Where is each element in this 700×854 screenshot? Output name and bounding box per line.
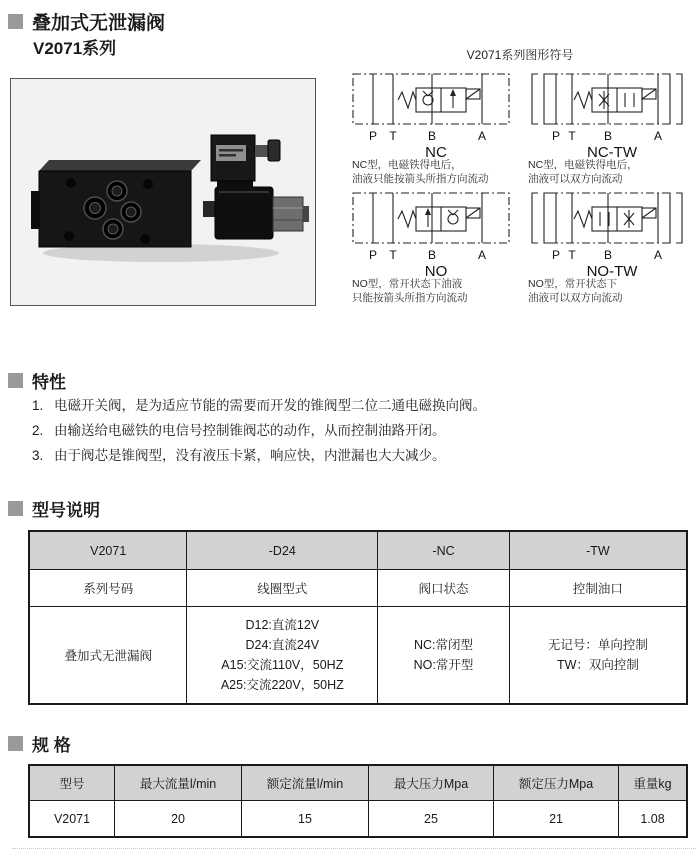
symbol-label: NO xyxy=(424,263,448,279)
page-title-row xyxy=(8,8,165,35)
model-name-row xyxy=(29,570,687,607)
port-label: T xyxy=(568,248,576,262)
symbol-label: NC xyxy=(425,144,447,160)
model-name-cell: 阀口状态 xyxy=(378,570,510,607)
symbol-description: NO型，常开状态下 油液可以双方向流动 xyxy=(528,278,623,305)
port-label: B xyxy=(427,129,437,143)
model-detail-cell: D12:直流12V D24:直流24V A15:交流110V，50HZ A25:交流220V，50HZ xyxy=(187,607,378,705)
port-label: A xyxy=(477,248,487,262)
spec-header-cell: 额定流量l/min xyxy=(242,765,369,801)
port-label: B xyxy=(603,248,613,262)
model-code-cell: -NC xyxy=(378,531,510,570)
spec-header-cell: 额定压力Mpa xyxy=(494,765,619,801)
model-detail-cell: 叠加式无泄漏阀 xyxy=(29,607,187,705)
model-heading-row xyxy=(8,496,100,521)
spec-value-cell: 15 xyxy=(242,801,369,838)
symbol-label: NC-TW xyxy=(587,144,637,160)
port-label: A xyxy=(653,129,663,143)
port-label: A xyxy=(477,129,487,143)
port-label: T xyxy=(389,129,397,143)
spec-value-row xyxy=(29,801,687,838)
symbols-grid xyxy=(348,70,700,308)
model-detail-cell: NC:常闭型 NO:常开型 xyxy=(378,607,510,705)
features-heading-row xyxy=(8,368,66,393)
model-detail-cell: 无记号：单向控制 TW：双向控制 xyxy=(509,607,687,705)
spec-header-row xyxy=(29,765,687,801)
specs-heading: 规 格 xyxy=(32,736,71,755)
feature-item: 1. 电磁开关阀，是为适应节能的需要而开发的锥阀型二位二通电磁换向阀。 xyxy=(32,398,486,413)
spec-header-cell: 最大流量l/min xyxy=(115,765,242,801)
symbols-heading: V2071系列图形符号 xyxy=(466,48,574,62)
section-bullet-icon xyxy=(8,14,23,29)
port-label: A xyxy=(653,248,663,262)
symbol-no-tw xyxy=(524,189,700,308)
symbol-label: NO-TW xyxy=(586,263,638,279)
feature-item: 3. 由于阀芯是锥阀型，没有液压卡紧，响应快，内泄漏也大大减少。 xyxy=(32,447,446,463)
port-label: P xyxy=(368,129,378,143)
model-name-cell: 线圈型式 xyxy=(187,570,378,607)
model-name-cell: 控制油口 xyxy=(509,570,687,607)
port-label: P xyxy=(551,129,561,143)
spec-header-cell: 重量kg xyxy=(619,765,687,801)
model-name-cell: 系列号码 xyxy=(29,570,187,607)
symbol-no xyxy=(348,189,524,308)
features-heading: 特性 xyxy=(32,373,66,392)
model-code-cell: -TW xyxy=(509,531,687,570)
series-title: V2071系列 xyxy=(33,39,117,58)
spec-value-cell: 20 xyxy=(115,801,242,838)
spec-header-cell: 型号 xyxy=(29,765,115,801)
feature-item: 2. 由输送给电磁铁的电信号控制锥阀芯的动作，从而控制油路开闭。 xyxy=(32,422,446,438)
spec-value-cell: 21 xyxy=(494,801,619,838)
features-list xyxy=(32,398,592,473)
section-bullet-icon xyxy=(8,501,23,516)
spec-table xyxy=(28,764,688,838)
spec-value-cell: 25 xyxy=(369,801,494,838)
section-bullet-icon xyxy=(8,373,23,388)
spec-header-cell: 最大压力Mpa xyxy=(369,765,494,801)
symbol-description: NC型，电磁铁得电后， 油液只能按箭头所指方向流动 xyxy=(352,159,489,186)
section-bullet-icon xyxy=(8,736,23,751)
symbol-nc xyxy=(348,70,524,189)
port-label: P xyxy=(368,248,378,262)
model-heading: 型号说明 xyxy=(32,501,100,520)
port-label: B xyxy=(427,248,437,262)
spec-value-cell: V2071 xyxy=(29,801,115,838)
valve-photo-illustration xyxy=(11,79,315,305)
symbol-description: NC型，电磁铁得电后， 油液可以双方向流动 xyxy=(528,159,638,186)
product-photo xyxy=(10,78,316,306)
model-table xyxy=(28,530,688,705)
page-title: 叠加式无泄漏阀 xyxy=(32,13,166,34)
symbol-description: NO型，常开状态下油液 只能按箭头所指方向流动 xyxy=(352,278,468,305)
model-code-cell: -D24 xyxy=(187,531,378,570)
spec-value-cell: 1.08 xyxy=(619,801,687,838)
model-code-row xyxy=(29,531,687,570)
specs-heading-row xyxy=(8,731,71,756)
port-label: P xyxy=(551,248,561,262)
port-label: T xyxy=(568,129,576,143)
port-label: T xyxy=(389,248,397,262)
page-bottom-rule xyxy=(12,848,696,849)
model-detail-row xyxy=(29,607,687,705)
port-label: B xyxy=(603,129,613,143)
model-code-cell: V2071 xyxy=(29,531,187,570)
symbol-nc-tw xyxy=(524,70,700,189)
